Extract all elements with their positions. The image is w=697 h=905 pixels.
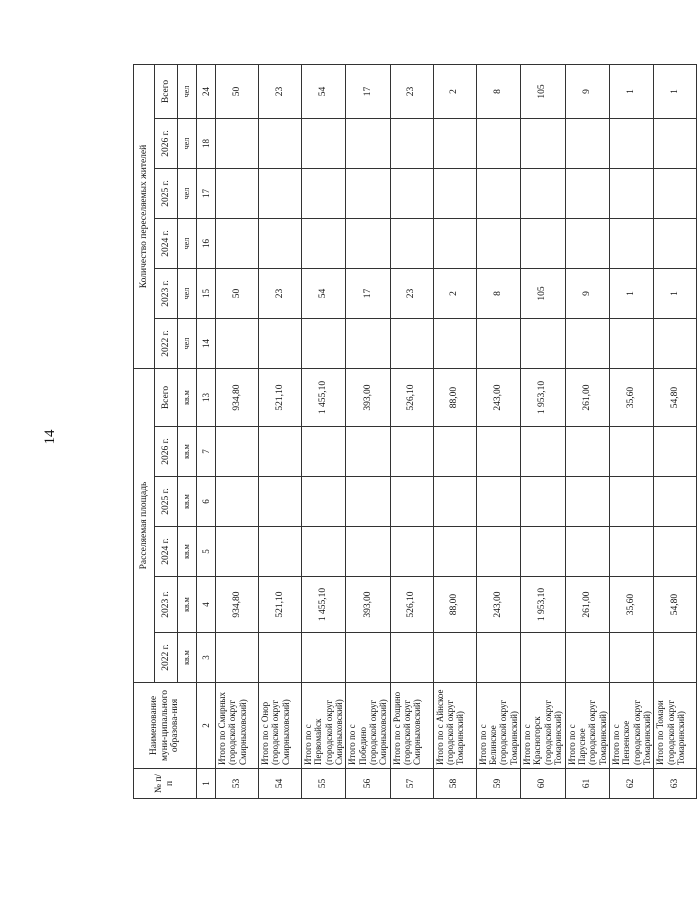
area-2023: 54,80 [654,577,697,633]
area-2026 [521,427,565,477]
row-number: 61 [565,769,609,799]
column-index: 24 [197,64,216,118]
people-2023: 1 [654,269,697,319]
table-row [302,64,346,798]
unit-area: кв.м [178,527,197,577]
people-2022 [609,319,653,369]
people-total: 8 [476,64,520,118]
area-total: 1 953,10 [521,369,565,427]
people-total: 2 [433,64,476,118]
table-row [216,64,259,798]
row-number: 55 [302,769,346,799]
area-2022 [216,633,259,683]
table-row [259,64,302,798]
area-total: 88,00 [433,369,476,427]
row-name: Итого по с Айнское (городской округ Томаринский) [433,683,476,769]
people-2025 [259,169,302,219]
people-total: 1 [654,64,697,118]
area-2022 [302,633,346,683]
people-2024 [216,219,259,269]
unit-area: кв.м [178,633,197,683]
area-2025 [476,477,520,527]
area-2023: 521,10 [259,577,302,633]
people-2025 [654,169,697,219]
people-total: 9 [565,64,609,118]
area-2022 [259,633,302,683]
area-2026 [346,427,390,477]
people-2024 [302,219,346,269]
area-2024 [216,527,259,577]
row-number: 60 [521,769,565,799]
people-total: 50 [216,64,259,118]
table-row [390,64,433,798]
people-total: 105 [521,64,565,118]
area-2026 [609,427,653,477]
area-2026 [216,427,259,477]
page-number: 14 [42,429,58,445]
unit-people: чел [178,219,197,269]
people-2026 [259,119,302,169]
unit-people: чел [178,269,197,319]
people-2023: 105 [521,269,565,319]
rotated-table-container [133,65,686,799]
row-number: 62 [609,769,653,799]
people-2024 [433,219,476,269]
area-2022 [476,633,520,683]
people-2025 [433,169,476,219]
area-2024 [609,527,653,577]
unit-people: чел [178,64,197,118]
people-2022 [302,319,346,369]
people-2025 [302,169,346,219]
people-2022 [390,319,433,369]
people-2023: 17 [346,269,390,319]
area-2025 [521,477,565,527]
header-area-year: 2025 г. [155,477,178,527]
people-2023: 54 [302,269,346,319]
people-2022 [654,319,697,369]
area-2025 [609,477,653,527]
area-2023: 35,60 [609,577,653,633]
area-2023: 88,00 [433,577,476,633]
area-total: 261,00 [565,369,609,427]
people-2026 [654,119,697,169]
people-2026 [521,119,565,169]
people-2022 [259,319,302,369]
area-2024 [346,527,390,577]
row-name: Итого по Смирных (городской округ Смирныховский) [216,683,259,769]
area-2022 [521,633,565,683]
people-2026 [565,119,609,169]
people-2023: 50 [216,269,259,319]
header-number: № п/п [134,769,197,799]
row-name: Итого по с Пензенское (городской округ Томаринский) [609,683,653,769]
column-index: 13 [197,369,216,427]
people-total: 23 [390,64,433,118]
area-total: 1 455,10 [302,369,346,427]
people-2025 [476,169,520,219]
people-total: 54 [302,64,346,118]
people-2022 [346,319,390,369]
people-2024 [609,219,653,269]
area-2022 [390,633,433,683]
area-2025 [259,477,302,527]
column-index: 6 [197,477,216,527]
people-2026 [302,119,346,169]
area-total: 393,00 [346,369,390,427]
area-2026 [390,427,433,477]
row-name: Итого по с Победино (городской округ Смирныховский) [346,683,390,769]
area-2026 [476,427,520,477]
people-2024 [390,219,433,269]
area-2026 [565,427,609,477]
people-2025 [390,169,433,219]
people-2023: 23 [259,269,302,319]
row-number: 59 [476,769,520,799]
table-row [654,64,697,798]
area-2023: 526,10 [390,577,433,633]
area-2022 [609,633,653,683]
row-name: Итого по с Парусное (городской округ Томаринский) [565,683,609,769]
table-row [433,64,476,798]
people-2026 [609,119,653,169]
header-area-year: 2024 г. [155,527,178,577]
row-name: Итого по с Рощино (городской округ Смирныховский) [390,683,433,769]
people-2025 [346,169,390,219]
area-2023: 934,80 [216,577,259,633]
area-total: 521,10 [259,369,302,427]
people-2024 [654,219,697,269]
row-number: 54 [259,769,302,799]
area-2024 [565,527,609,577]
column-index: 5 [197,527,216,577]
area-2024 [259,527,302,577]
area-2024 [476,527,520,577]
header-people-year: 2023 г. [155,269,178,319]
unit-area: кв.м [178,577,197,633]
area-2025 [302,477,346,527]
header-people-year: 2025 г. [155,169,178,219]
people-2023: 9 [565,269,609,319]
area-2022 [346,633,390,683]
people-2024 [346,219,390,269]
column-index: 3 [197,633,216,683]
unit-area: кв.м [178,477,197,527]
header-people-year: 2026 г. [155,119,178,169]
header-area-total: Всего [155,369,178,427]
row-number: 53 [216,769,259,799]
row-number: 56 [346,769,390,799]
column-index: 2 [197,683,216,769]
column-index: 7 [197,427,216,477]
column-index: 16 [197,219,216,269]
area-2023: 1 455,10 [302,577,346,633]
area-2023: 393,00 [346,577,390,633]
area-2024 [390,527,433,577]
area-2022 [565,633,609,683]
people-total: 1 [609,64,653,118]
column-index: 4 [197,577,216,633]
table-row [609,64,653,798]
table-row [521,64,565,798]
resettlement-table [133,64,697,799]
area-total: 54,80 [654,369,697,427]
column-index: 14 [197,319,216,369]
people-2022 [476,319,520,369]
area-2025 [654,477,697,527]
area-2024 [433,527,476,577]
area-total: 934,80 [216,369,259,427]
row-number: 57 [390,769,433,799]
column-index: 15 [197,269,216,319]
header-area-group: Расселяемая площадь [134,369,155,683]
header-area-year: 2022 г. [155,633,178,683]
header-people-group: Количество переселяемых жителей [134,64,155,368]
area-2026 [654,427,697,477]
row-name: Итого по с Красногорск (городской округ Томаринский) [521,683,565,769]
people-2023: 2 [433,269,476,319]
people-2022 [521,319,565,369]
unit-area: кв.м [178,369,197,427]
area-2026 [433,427,476,477]
area-2023: 1 953,10 [521,577,565,633]
table-row [565,64,609,798]
column-index: 17 [197,169,216,219]
header-area-year: 2026 г. [155,427,178,477]
people-2022 [433,319,476,369]
area-2023: 243,00 [476,577,520,633]
area-total: 35,60 [609,369,653,427]
people-2024 [476,219,520,269]
area-total: 526,10 [390,369,433,427]
row-name: Итого по с Первомайск (городской округ Смирныховский) [302,683,346,769]
people-2025 [609,169,653,219]
area-2024 [654,527,697,577]
people-2023: 8 [476,269,520,319]
people-2022 [565,319,609,369]
table-body [134,64,697,798]
row-name: Итого по Томари (городской округ Томаринский) [654,683,697,769]
people-2025 [565,169,609,219]
unit-people: чел [178,319,197,369]
people-2026 [433,119,476,169]
people-2023: 1 [609,269,653,319]
area-2025 [565,477,609,527]
area-2024 [302,527,346,577]
people-2025 [521,169,565,219]
people-2026 [346,119,390,169]
people-2024 [521,219,565,269]
header-area-year: 2023 г. [155,577,178,633]
people-2026 [476,119,520,169]
area-2023: 261,00 [565,577,609,633]
unit-people: чел [178,119,197,169]
table-row [346,64,390,798]
area-2026 [259,427,302,477]
row-name: Итого по с Белинское (городской округ Томаринский) [476,683,520,769]
people-2026 [390,119,433,169]
area-2025 [216,477,259,527]
people-2026 [216,119,259,169]
people-2022 [216,319,259,369]
area-2025 [390,477,433,527]
row-number: 58 [433,769,476,799]
people-total: 17 [346,64,390,118]
area-2024 [521,527,565,577]
people-2023: 23 [390,269,433,319]
row-name: Итого по с Онор (городской округ Смирныховский) [259,683,302,769]
header-group-row [134,64,155,798]
area-2026 [302,427,346,477]
header-people-total: Всего [155,64,178,118]
people-2024 [259,219,302,269]
people-2024 [565,219,609,269]
unit-area: кв.м [178,427,197,477]
unit-people: чел [178,169,197,219]
header-people-year: 2022 г. [155,319,178,369]
column-index: 1 [197,769,216,799]
people-total: 23 [259,64,302,118]
people-2025 [216,169,259,219]
header-name: Наименование муни-ципального образова-ния [134,683,197,769]
area-2022 [433,633,476,683]
area-2025 [433,477,476,527]
area-2025 [346,477,390,527]
header-people-year: 2024 г. [155,219,178,269]
area-2022 [654,633,697,683]
area-total: 243,00 [476,369,520,427]
column-index-row [197,64,216,798]
row-number: 63 [654,769,697,799]
table-row [476,64,520,798]
column-index: 18 [197,119,216,169]
